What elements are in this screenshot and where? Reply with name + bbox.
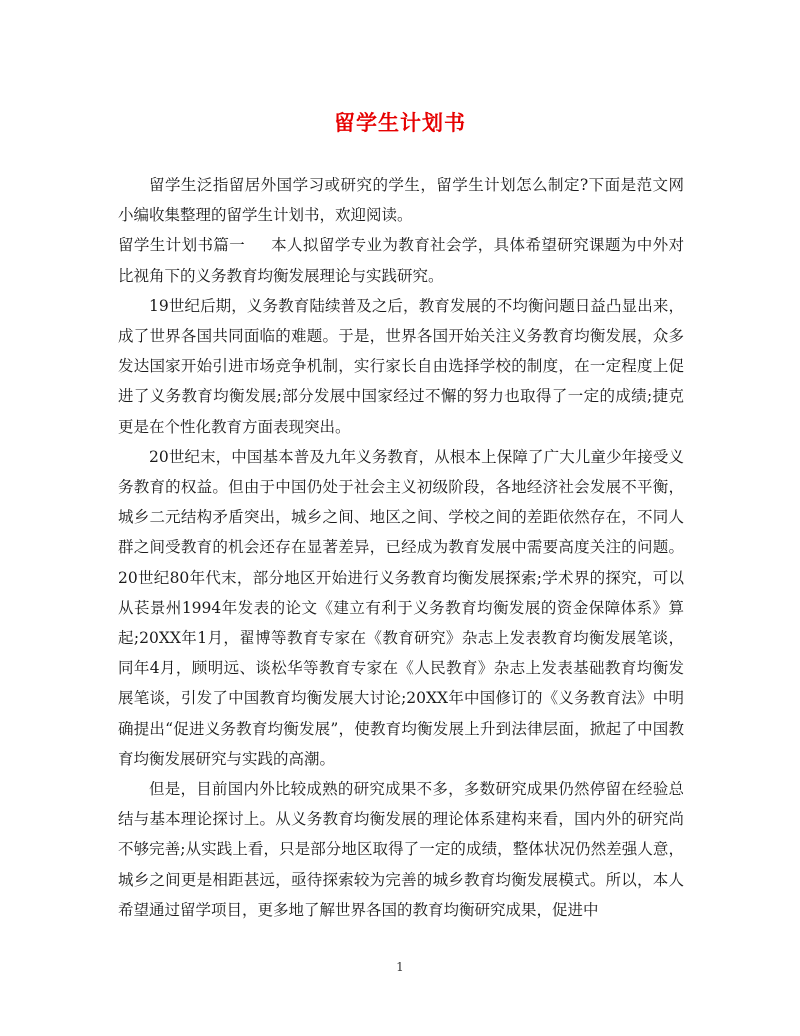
intro-paragraph: 留学生泛指留居外国学习或研究的学生，留学生计划怎么制定?下面是范文网小编收集整理的留学生计划书，欢迎阅读。	[118, 176, 684, 225]
body-paragraph: 19世纪后期，义务教育陆续普及之后，教育发展的不均衡问题日益凸显出来，成了世界各国共同面临的难题。于是，世界各国开始关注义务教育均衡发展，众多发达国家开始引进市场竞争机制，实行家长自由选择学校的制度，在一定程度上促进了义务教育均衡发展;部分发展中国家经过不懈的努力也取得了一定的成绩;捷克更是在个性化教育方面表现突出。	[118, 296, 684, 436]
document-body	[118, 170, 684, 925]
body-paragraph: 20世纪末，中国基本普及九年义务教育，从根本上保障了广大儿童少年接受义务教育的权益。但由于中国仍处于社会主义初级阶段，各地经济社会发展不平衡，城乡二元结构矛盾突出，城乡之间、地区之间、学校之间的差距依然存在，不同人群之间受教育的机会还存在显著差异，已经成为教育发展中需要高度关注的问题。20世纪80年代末，部分地区开始进行义务教育均衡发展探索;学术界的探究，可以从苌景州1994年发表的论文《建立有利于义务教育均衡发展的资金保障体系》算起;20XX年1月，翟博等教育专家在《教育研究》杂志上发表教育均衡发展笔谈，同年4月，顾明远、谈松华等教育专家在《人民教育》杂志上发表基础教育均衡发展笔谈，引发了中国教育均衡发展大讨论;20XX年中国修订的《义务教育法》中明确提出“促进义务教育均衡发展”，使教育均衡发展上升到法律层面，掀起了中国教育均衡发展研究与实践的高潮。	[118, 447, 684, 768]
document-title: 留学生计划书	[334, 110, 466, 135]
body-paragraph: 但是，目前国内外比较成熟的研究成果不多，多数研究成果仍然停留在经验总结与基本理论探讨上。从义务教育均衡发展的理论体系建构来看，国内外的研究尚不够完善;从实践上看，只是部分地区取得了一定的成绩，整体状况仍然差强人意，城乡之间更是相距甚远，亟待探索较为完善的城乡教育均衡发展模式。所以，本人希望通过留学项目，更多地了解世界各国的教育均衡研究成果，促进中	[118, 780, 684, 919]
section-label: 留学生计划书篇一	[118, 236, 246, 255]
page-number: 1	[396, 960, 404, 974]
section-text: 本人拟留学专业为教育社会学，具体希望研究课题为中外对比视角下的义务教育均衡发展理论与实践研究。	[118, 236, 684, 285]
section-paragraph	[118, 230, 684, 290]
